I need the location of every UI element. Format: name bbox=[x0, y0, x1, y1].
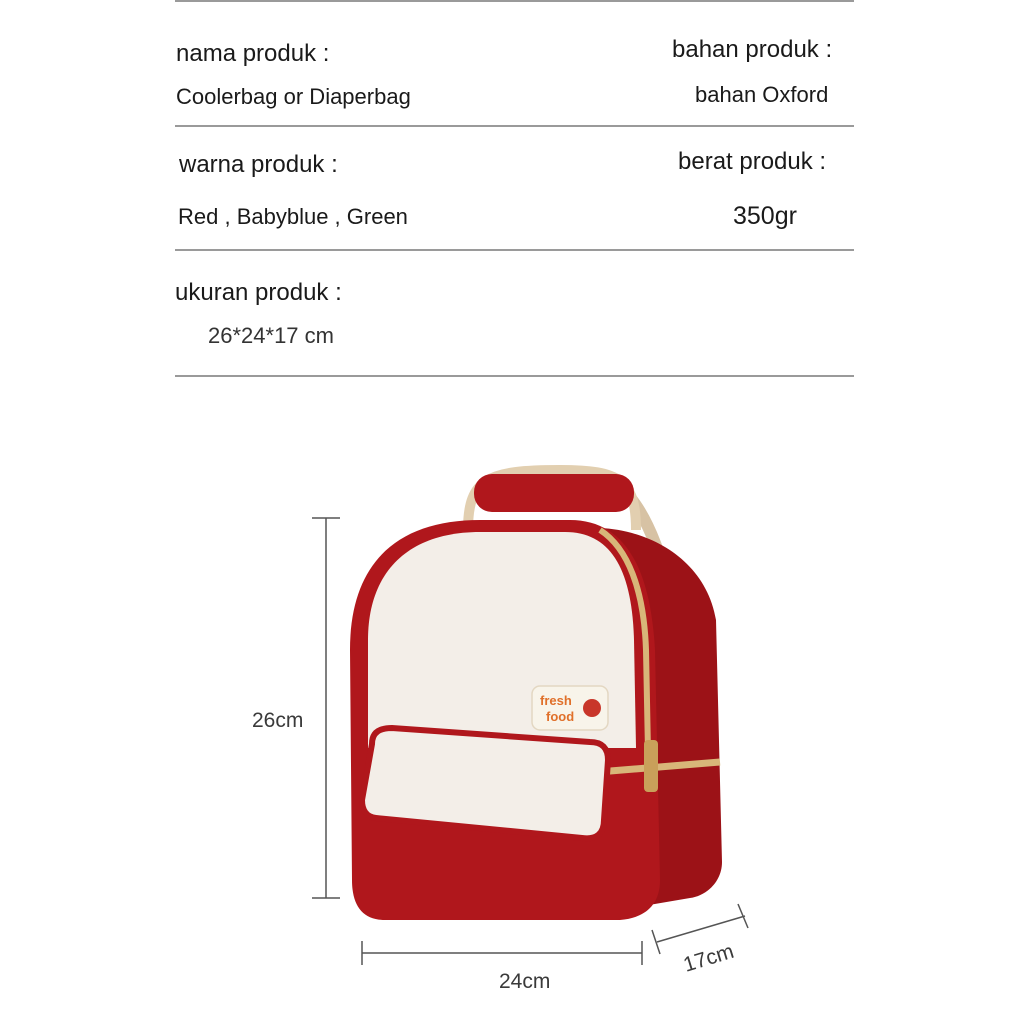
bahan-produk-label: bahan produk : bbox=[672, 36, 833, 63]
berat-produk-label: berat produk : bbox=[678, 148, 827, 175]
ukuran-produk-label: ukuran produk : bbox=[175, 279, 342, 306]
zipper-pull bbox=[644, 740, 658, 792]
width-dimension-line bbox=[362, 941, 642, 965]
brand-badge-text-fresh: fresh bbox=[540, 693, 572, 708]
height-label: 26cm bbox=[252, 709, 304, 732]
front-pocket-flap bbox=[362, 728, 608, 838]
brand-badge-mascot bbox=[583, 699, 601, 717]
depth-label: 17cm bbox=[680, 939, 737, 977]
warna-produk-label: warna produk : bbox=[179, 151, 338, 178]
bahan-produk-value: bahan Oxford bbox=[695, 82, 829, 107]
nama-produk-label: nama produk : bbox=[176, 40, 330, 67]
warna-produk-value: Red , Babyblue , Green bbox=[178, 204, 408, 229]
depth-dimension-line bbox=[652, 904, 748, 954]
ukuran-produk-value: 26*24*17 cm bbox=[208, 323, 334, 348]
nama-produk-value: Coolerbag or Diaperbag bbox=[176, 84, 411, 109]
handle-grip bbox=[474, 474, 634, 512]
brand-badge-text-food: food bbox=[546, 709, 575, 724]
width-label: 24cm bbox=[499, 970, 551, 993]
berat-produk-value: 350gr bbox=[733, 202, 797, 230]
height-dimension-line bbox=[312, 518, 340, 898]
